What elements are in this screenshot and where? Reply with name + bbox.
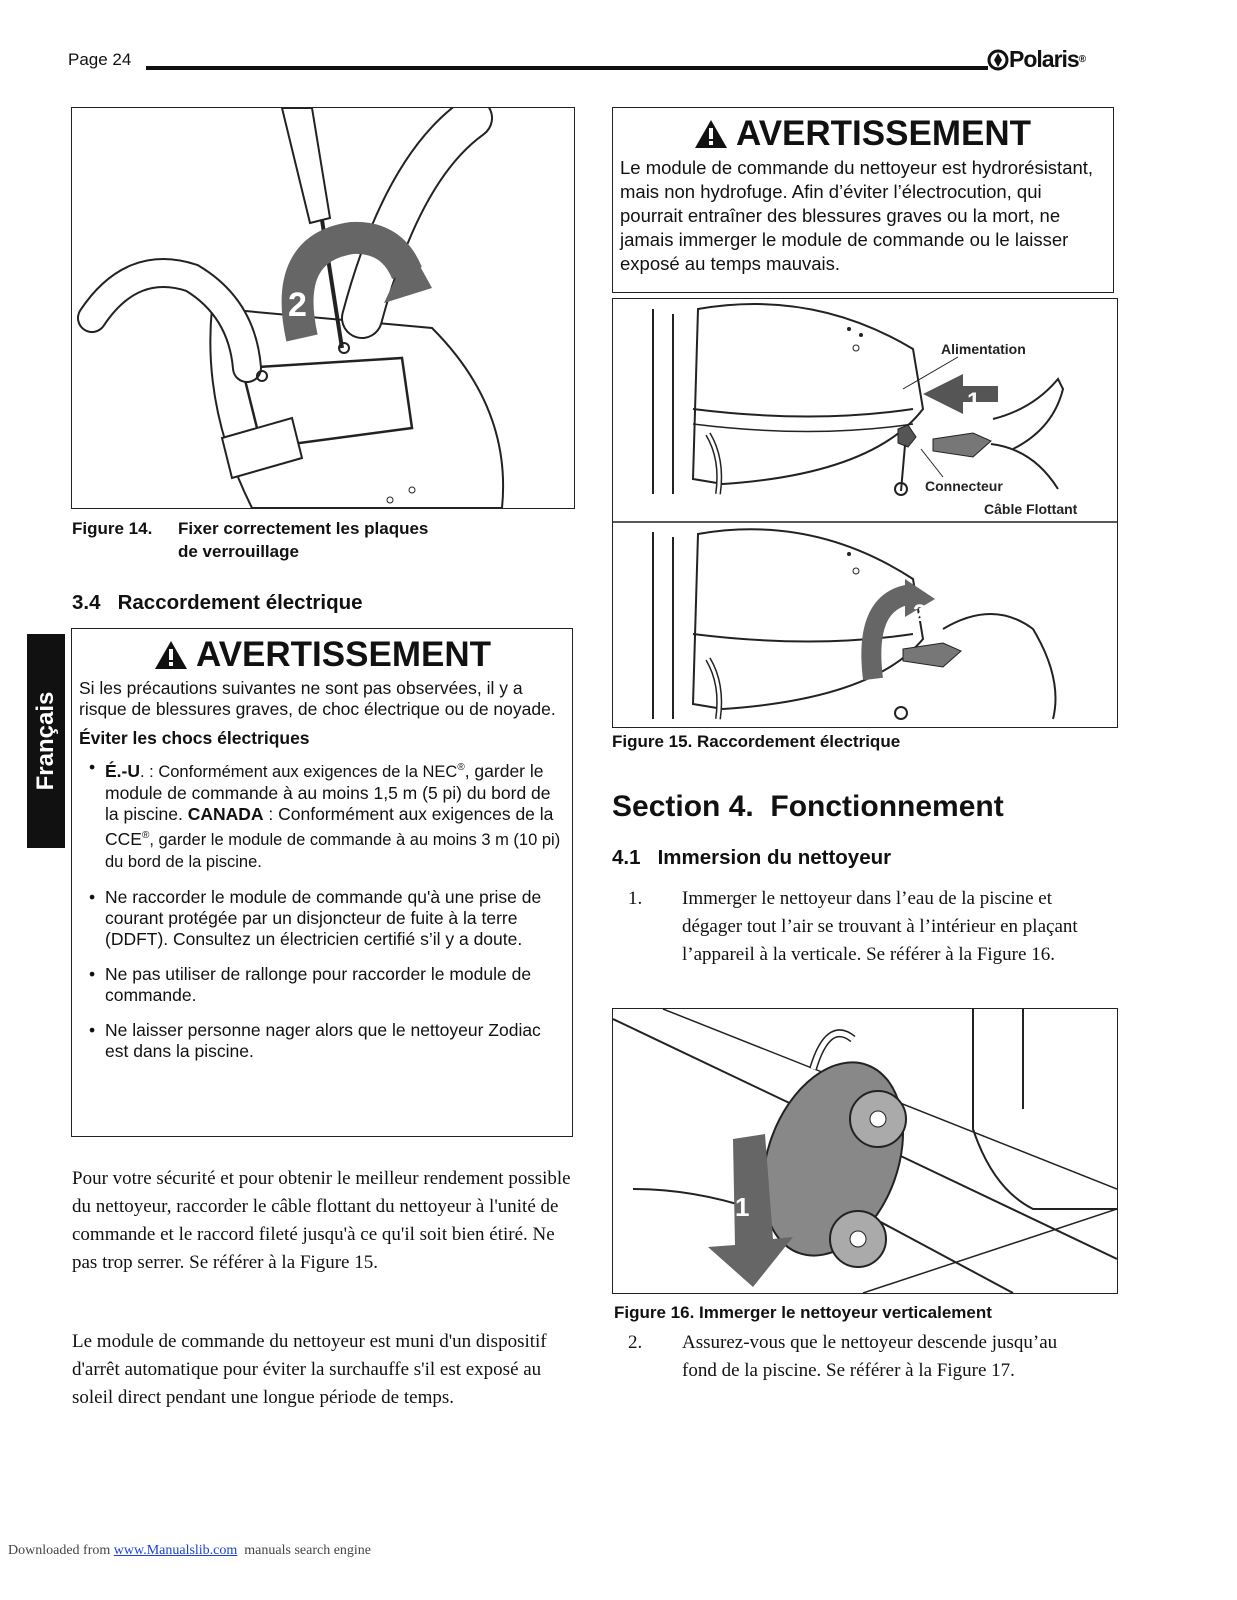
step-1-text: Immerger le nettoyeur dans l’eau de la piscine et dégager tout l’air se trouvant à l’intérieur en plaçant l’appareil à la verticale. Se référer à la Figure 16. [682,888,1078,965]
warning-title [79,635,566,675]
bullet-1-us: É.-U [105,760,140,781]
warning-right-title [620,114,1105,154]
brand-mark: ® [1078,54,1086,65]
fig15-step-1: 1 [967,388,981,415]
paragraph-connection: Pour votre sécurité et pour obtenir le meilleur rendement possible du nettoyeur, raccorder le câble flottant du nettoyeur à l'unité de commande et le raccord fileté jusqu'à ce qu'il soit bien étiré. Ne pas trop serrer. Se référer à la Figure 15. [72,1168,571,1273]
warning-box-electrical [71,628,573,1137]
figure-14-caption-line2: de verrouillage [178,542,299,561]
language-tab-label: Français [32,691,59,791]
section-4-1-heading: 4.1 Immersion du nettoyeur [612,846,892,869]
warning-title-text: AVERTISSEMENT [196,635,491,674]
warning-triangle-icon [694,119,728,149]
warning-triangle-icon [154,640,188,670]
paragraph-auto-shutoff: Le module de commande du nettoyeur est muni d'un dispositif d'arrêt automatique pour éviter la surchauffe s'il est exposé au soleil direct pendant une longue période de temps. [72,1331,547,1408]
polaris-logo-icon [987,49,1009,71]
step-1 [612,885,1092,969]
language-tab [27,634,65,848]
figure-16-caption: Figure 16. Immerger le nettoyeur verticalement [614,1303,992,1322]
warning-intro: Si les précautions suivantes ne sont pas observées, il y a risque de blessures graves, de choc électrique ou de noyade. [79,678,556,719]
header-rule [146,66,988,70]
polaris-logo [987,46,1085,73]
bullet-1-text-a: . : Conformément aux exigences de la NEC [140,762,458,781]
download-footer [8,1543,371,1559]
step-2-number: 2. [628,1332,643,1353]
bullet-1-canada: CANADA [187,803,264,824]
figure-14-number: Figure 14. [72,519,153,538]
figure-14-caption-line1: Fixer correctement les plaques [178,519,429,538]
label-alimentation: Alimentation [941,341,1026,357]
figure-16-illustration [612,1008,1118,1294]
label-cable-flottant: Câble Flottant [984,501,1078,517]
footer-link[interactable]: www.Manualslib.com [113,1543,238,1558]
fig14-step-number: 2 [288,286,307,324]
warning-bullet-2: • Ne raccorder le module de commande qu'à une prise de courant protégée par un disjoncteur de fuite à la terre (DDFT). Consultez un électricien certifié s’il y a doute. [79,887,566,950]
figure-14-caption [72,517,428,563]
step-1-number: 1. [628,888,643,909]
footer-prefix: Downloaded from [8,1543,114,1558]
fig15-step-2: 2 [913,600,927,627]
warning-right-text: Le module de commande du nettoyeur est hydrorésistant, mais non hydrofuge. Afin d’éviter l’électrocution, qui pourrait entraîner des blessures graves ou la mort, ne jamais immerger le module de commande ou le laisser exposé au temps mauvais. [620,157,1094,274]
warning-right-title-text: AVERTISSEMENT [736,114,1031,153]
bullet-1-text-c: : Conformément aux exigences de la CCE [105,803,554,849]
brand-name: Polaris [1009,46,1079,72]
fig16-step-1: 1 [735,1192,750,1222]
bullet-1-text-d: , garder le module de commande à au moins 3 m (10 pi) du bord de la piscine. [105,830,561,871]
section-4-heading: Section 4. Fonctionnement [612,790,1004,823]
figure-14-illustration [71,107,575,509]
bullet-1-reg2: ® [141,829,150,841]
warning-bullet-1 [79,757,566,873]
figure-15-caption: Figure 15. Raccordement électrique [612,732,901,751]
label-connecteur: Connecteur [925,478,1003,494]
bullet-1-text-b: , garder le module de commande à au moins 1,5 m (5 pi) du bord de la piscine. [105,760,551,824]
warning-bullet-3: • Ne pas utiliser de rallonge pour raccorder le module de commande. [79,964,566,1006]
warning-bullet-4: • Ne laisser personne nager alors que le nettoyeur Zodiac est dans la piscine. [79,1020,566,1062]
section-3-4-heading: 3.4 Raccordement électrique [72,591,363,614]
figure-15-illustration [612,298,1118,728]
step-2 [612,1329,1092,1385]
warning-box-waterproof [612,107,1114,293]
warning-subheading: Éviter les chocs électriques [79,728,310,748]
bullet-1-reg: ® [457,762,465,773]
step-2-text: Assurez-vous que le nettoyeur descende jusqu’au fond de la piscine. Se référer à la Figure 17. [682,1332,1058,1381]
footer-suffix: manuals search engine [237,1543,372,1558]
page-number: Page 24 [68,50,132,69]
